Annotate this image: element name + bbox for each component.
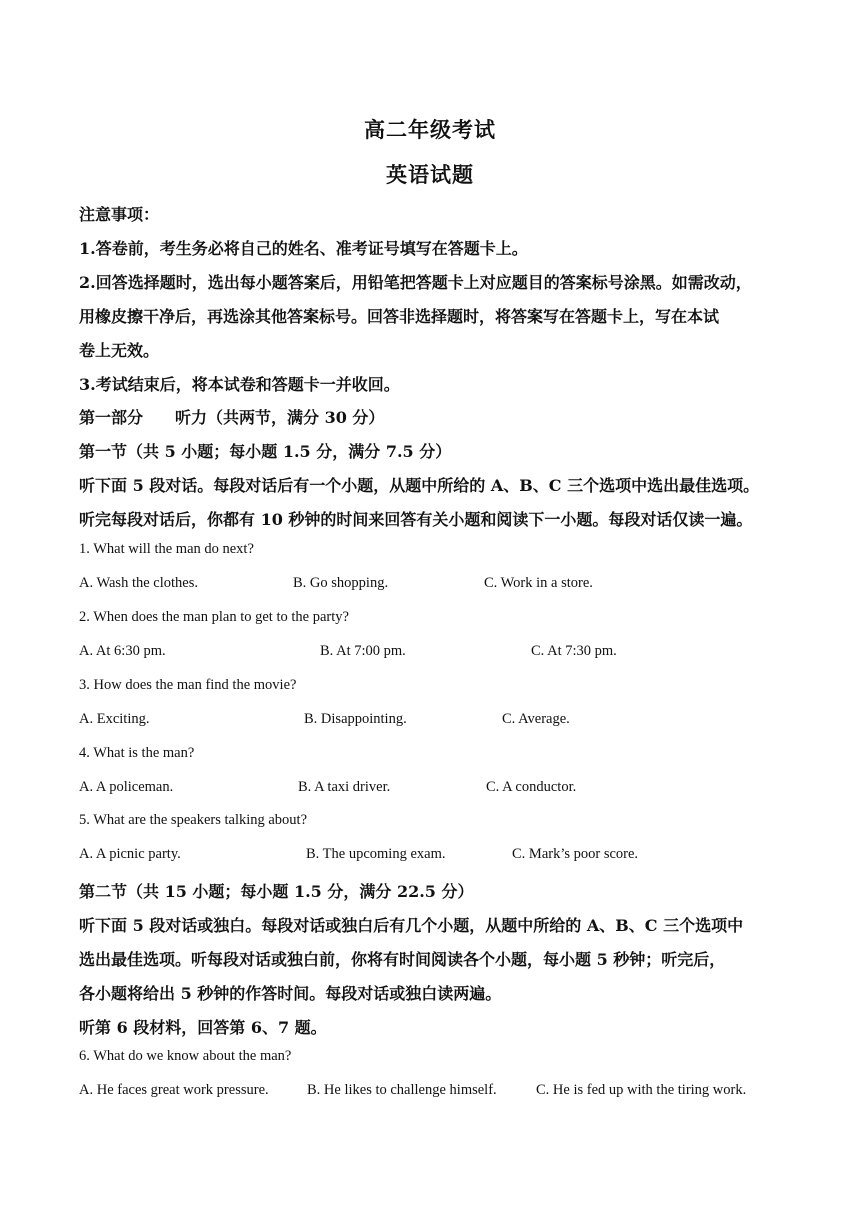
- exam-title: 高二年级考试: [364, 117, 496, 142]
- question-5-option-a: A. A picnic party.: [79, 846, 181, 862]
- question-2-option-c: C. At 7:30 pm.: [531, 643, 617, 659]
- question-4-option-c: C. A conductor.: [486, 779, 577, 795]
- question-3-option-c: C. Average.: [502, 711, 570, 727]
- question-2-option-b: B. At 7:00 pm.: [320, 643, 406, 659]
- question-5-option-c: C. Mark’s poor score.: [512, 846, 639, 862]
- exam-subtitle: 英语试题: [386, 162, 474, 187]
- material-6-instruction: 听第 6 段材料，回答第 6、7 题。: [79, 1018, 327, 1037]
- question-1-option-b: B. Go shopping.: [293, 575, 389, 591]
- question-1-option-a: A. Wash the clothes.: [79, 575, 198, 591]
- question-2: 2. When does the man plan to get to the party?: [79, 609, 349, 625]
- question-6-option-a: A. He faces great work pressure.: [79, 1082, 269, 1098]
- question-3-option-b: B. Disappointing.: [304, 711, 407, 727]
- notice-item-2-line-3: 卷上无效。: [79, 341, 160, 360]
- section-2-instructions-line-2: 选出最佳选项。听每段对话或独白前，你将有时间阅读各个小题，每小题 5 秒钟；听完后，: [79, 950, 726, 969]
- section-2-instructions-line-1: 听下面 5 段对话或独白。每段对话或独白后有几个小题，从题中所给的 A、B、C 三个选项中: [79, 916, 744, 935]
- question-1: 1. What will the man do next?: [79, 541, 254, 557]
- question-4: 4. What is the man?: [79, 745, 195, 761]
- question-6-option-c: C. He is fed up with the tiring work.: [536, 1082, 747, 1098]
- question-5-option-b: B. The upcoming exam.: [306, 846, 446, 862]
- notice-item-2-line-1: 2.回答选择题时，选出每小题答案后，用铅笔把答题卡上对应题目的答案标号涂黑。如需改动，: [79, 273, 752, 292]
- question-2-option-a: A. At 6:30 pm.: [79, 643, 166, 659]
- question-5: 5. What are the speakers talking about?: [79, 812, 308, 828]
- notice-item-1: 1.答卷前，考生务必将自己的姓名、准考证号填写在答题卡上。: [79, 239, 528, 258]
- section-1-instructions-line-2: 听完每段对话后，你都有 10 秒钟的时间来回答有关小题和阅读下一小题。每段对话仅读一遍。: [79, 510, 753, 529]
- section-1-instructions-line-1: 听下面 5 段对话。每段对话后有一个小题，从题中所给的 A、B、C 三个选项中选出最佳选项。: [79, 476, 760, 495]
- notice-item-3: 3.考试结束后，将本试卷和答题卡一并收回。: [79, 375, 400, 394]
- question-1-option-c: C. Work in a store.: [484, 575, 593, 591]
- question-3-option-a: A. Exciting.: [79, 711, 150, 727]
- section-2-heading: 第二节（共 15 小题；每小题 1.5 分，满分 22.5 分）: [79, 882, 474, 901]
- section-1-heading: 第一节（共 5 小题；每小题 1.5 分，满分 7.5 分）: [79, 442, 452, 461]
- question-4-option-a: A. A policeman.: [79, 779, 174, 795]
- section-2-instructions-line-3: 各小题将给出 5 秒钟的作答时间。每段对话或独白读两遍。: [79, 984, 502, 1003]
- question-4-option-b: B. A taxi driver.: [298, 779, 391, 795]
- question-6-option-b: B. He likes to challenge himself.: [307, 1082, 497, 1098]
- notice-item-2-line-2: 用橡皮擦干净后，再选涂其他答案标号。回答非选择题时，将答案写在答题卡上，写在本试: [79, 307, 720, 326]
- part-1-heading: 第一部分 听力（共两节，满分 30 分）: [79, 408, 385, 427]
- question-6: 6. What do we know about the man?: [79, 1048, 292, 1064]
- question-3: 3. How does the man find the movie?: [79, 677, 297, 693]
- notice-heading: 注意事项：: [79, 205, 160, 224]
